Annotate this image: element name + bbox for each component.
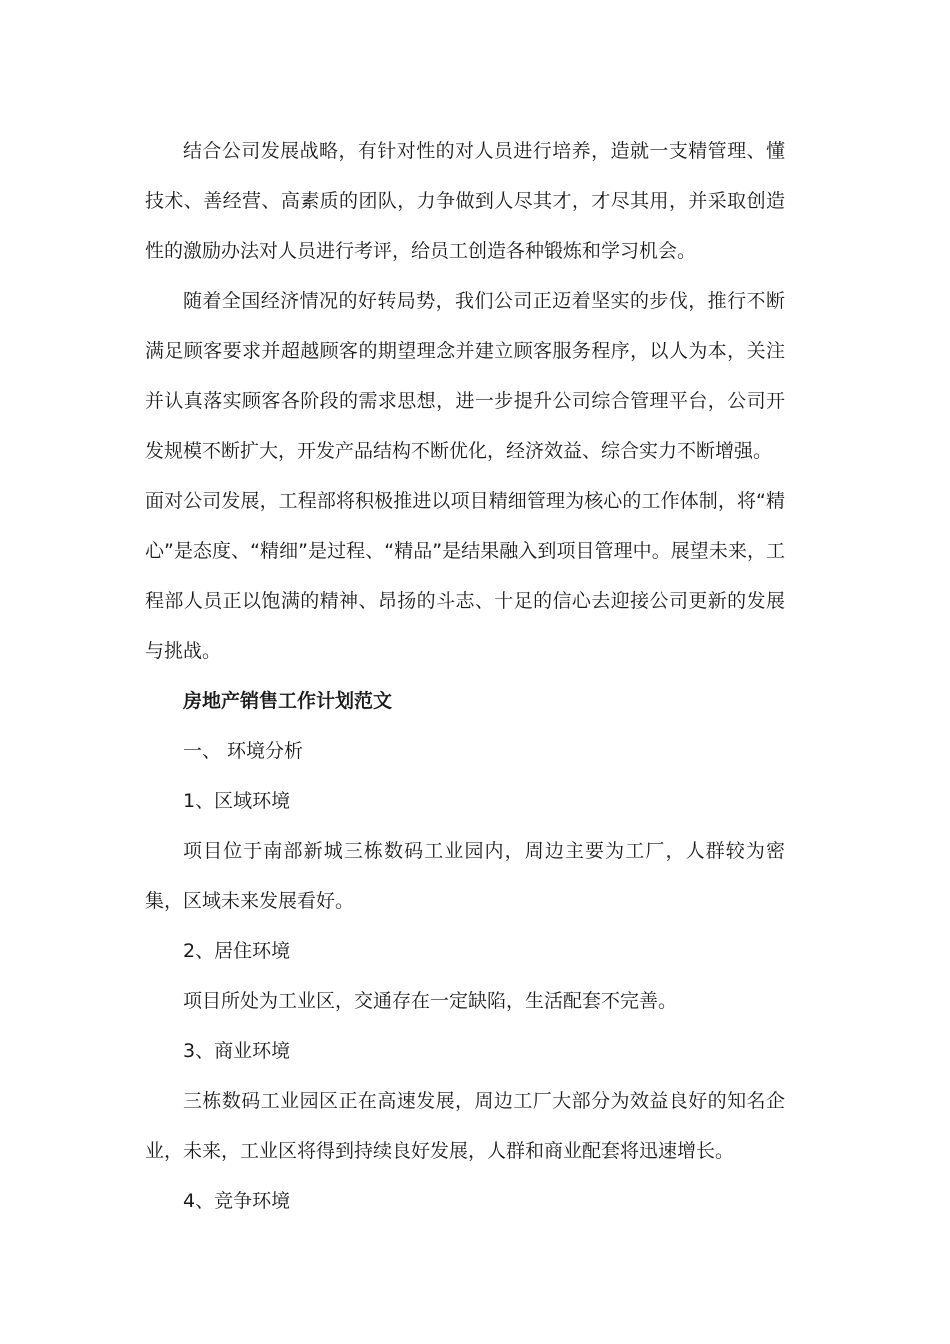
document-body: [145, 126, 785, 1226]
item-competitive-environment: 4、竞争环境: [183, 1190, 291, 1212]
item-regional-environment: 1、区域环境: [183, 790, 291, 812]
item-residential-environment-text: 项目所处为工业区，交通存在一定缺陷，生活配套不完善。: [183, 990, 678, 1012]
item-commercial-environment-text: 三栋数码工业园区正在高速发展，周边工厂大部分为效益良好的知名企业，未来，工业区将得到持续良好发展，人群和商业配套将迅速增长。: [145, 1090, 785, 1162]
item-residential-environment: 2、居住环境: [183, 940, 291, 962]
paragraph-engineering-outlook: 面对公司发展，工程部将积极推进以项目精细管理为核心的工作体制，将“精心”是态度、“精细”是过程、“精品”是结果融入到项目管理中。展望未来，工程部人员正以饱满的精神、昂扬的斗志、十足的信心去迎接公司更新的发展与挑战。: [145, 490, 785, 662]
section-heading: 房地产销售工作计划范文: [183, 690, 393, 712]
item-regional-environment-text: 项目位于南部新城三栋数码工业园内，周边主要为工厂，人群较为密集，区域未来发展看好。: [145, 840, 785, 912]
item-commercial-environment: 3、商业环境: [183, 1040, 291, 1062]
section-environment-analysis: 一、 环境分析: [183, 740, 304, 762]
paragraph-company-growth: 随着全国经济情况的好转局势，我们公司正迈着坚实的步伐，推行不断满足顾客要求并超越顾客的期望理念并建立顾客服务程序，以人为本，关注并认真落实顾客各阶段的需求思想，进一步提升公司综合管理平台，公司开发规模不断扩大，开发产品结构不断优化，经济效益、综合实力不断增强。: [145, 290, 785, 462]
paragraph-talent-training: 结合公司发展战略，有针对性的对人员进行培养，造就一支精管理、懂技术、善经营、高素质的团队，力争做到人尽其才，才尽其用，并采取创造性的激励办法对人员进行考评，给员工创造各种锻炼和学习机会。: [145, 140, 785, 262]
